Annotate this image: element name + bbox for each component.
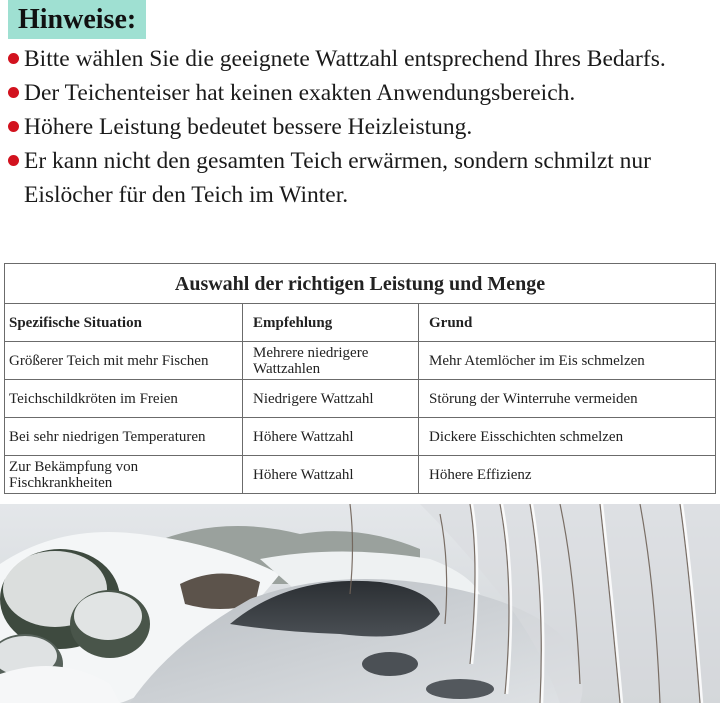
note-text: Bitte wählen Sie die geeignete Wattzahl entsprechend Ihres Bedarfs. bbox=[24, 46, 666, 72]
column-header-situation: Spezifische Situation bbox=[5, 304, 243, 342]
table-row bbox=[5, 418, 716, 456]
note-item bbox=[8, 42, 714, 76]
recommendation-table bbox=[4, 263, 716, 494]
notes-list bbox=[8, 42, 714, 212]
bullet-dot-icon bbox=[8, 155, 19, 166]
note-item bbox=[8, 110, 714, 144]
table-header-row bbox=[5, 304, 716, 342]
table-row bbox=[5, 342, 716, 380]
notes-title: Hinweise: bbox=[18, 3, 137, 35]
cell-reason: Mehr Atemlöcher im Eis schmelzen bbox=[419, 342, 716, 380]
cell-situation: Bei sehr niedrigen Temperaturen bbox=[5, 418, 243, 456]
note-item bbox=[8, 144, 714, 212]
column-header-recommendation: Empfehlung bbox=[243, 304, 419, 342]
cell-situation: Zur Bekämpfung von Fischkrankheiten bbox=[5, 456, 243, 494]
note-text: Er kann nicht den gesamten Teich erwärmen, sondern schmilzt nur Eislöcher für den Teich im Winter. bbox=[24, 148, 651, 208]
table-caption: Auswahl der richtigen Leistung und Menge bbox=[5, 264, 716, 304]
notes-title-banner bbox=[8, 0, 146, 39]
cell-reason: Höhere Effizienz bbox=[419, 456, 716, 494]
cell-reason: Störung der Winterruhe vermeiden bbox=[419, 380, 716, 418]
winter-pond-photo bbox=[0, 504, 720, 703]
cell-recommendation: Mehrere niedrigere Wattzahlen bbox=[243, 342, 419, 380]
cell-reason: Dickere Eisschichten schmelzen bbox=[419, 418, 716, 456]
winter-pond-illustration bbox=[0, 504, 720, 703]
bullet-dot-icon bbox=[8, 121, 19, 132]
note-text: Der Teichenteiser hat keinen exakten Anwendungsbereich. bbox=[24, 80, 576, 106]
note-item bbox=[8, 76, 714, 110]
cell-recommendation: Höhere Wattzahl bbox=[243, 456, 419, 494]
cell-recommendation: Höhere Wattzahl bbox=[243, 418, 419, 456]
bullet-dot-icon bbox=[8, 87, 19, 98]
table-row bbox=[5, 380, 716, 418]
note-text: Höhere Leistung bedeutet bessere Heizleistung. bbox=[24, 114, 473, 140]
cell-situation: Teichschildkröten im Freien bbox=[5, 380, 243, 418]
cell-situation: Größerer Teich mit mehr Fischen bbox=[5, 342, 243, 380]
table-row bbox=[5, 456, 716, 494]
column-header-reason: Grund bbox=[419, 304, 716, 342]
cell-recommendation: Niedrigere Wattzahl bbox=[243, 380, 419, 418]
bullet-dot-icon bbox=[8, 53, 19, 64]
